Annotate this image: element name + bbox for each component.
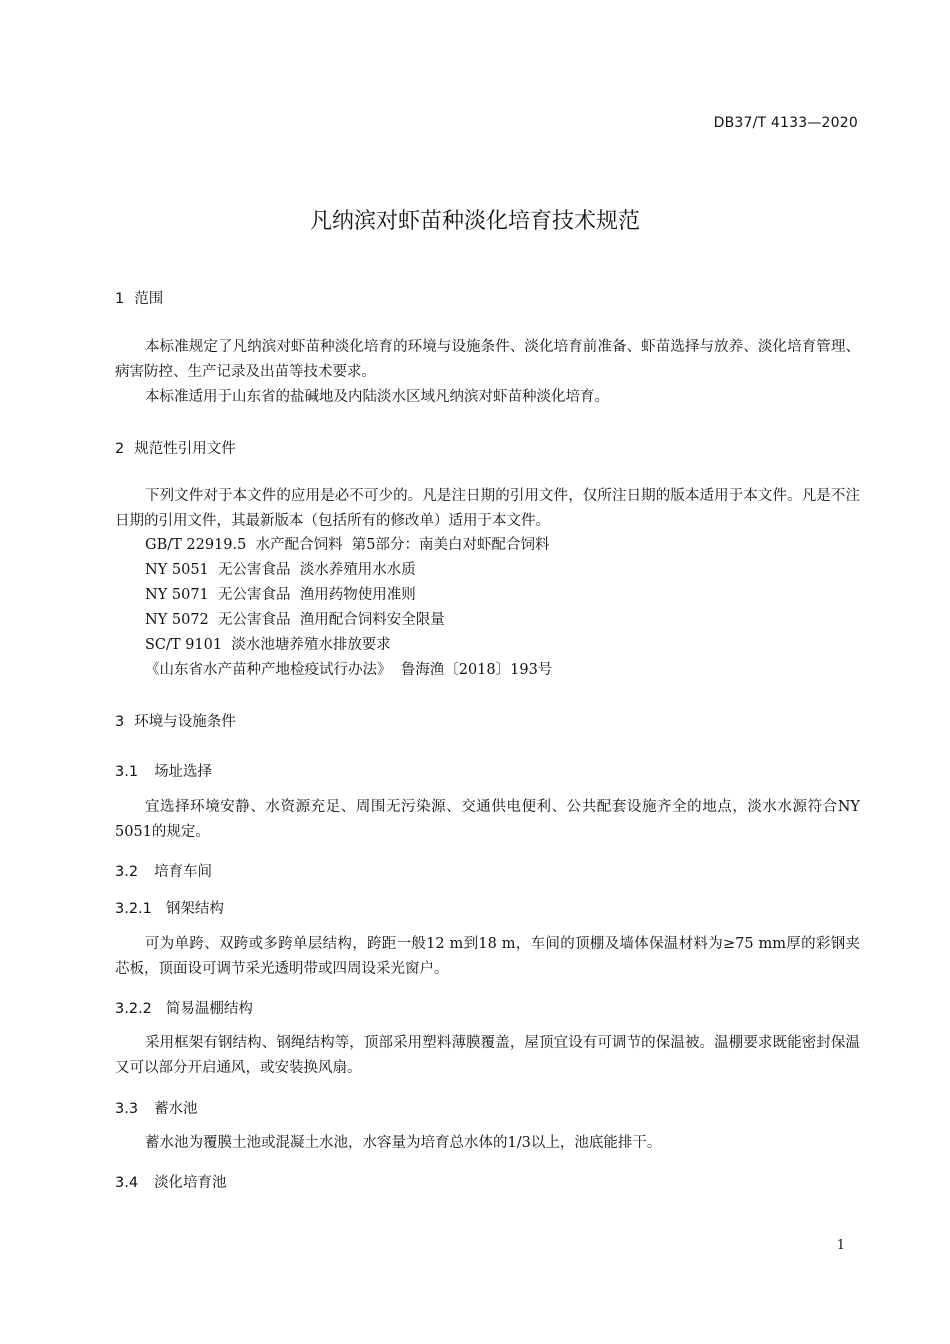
paragraph: 本标准适用于山东省的盐碱地及内陆淡水区域凡纳滨对虾苗种淡化培育。: [145, 389, 609, 405]
paragraph: 下列文件对于本文件的应用是必不可少的。凡是注日期的引用文件，仅所注日期的版本适用于本文件。凡是不注日期的引用文件，其最新版本（包括所有的修改单）适用于本文件。: [115, 488, 860, 529]
subsection-heading-3-3: [115, 1097, 198, 1118]
section-title: 淡化培育池: [154, 1175, 227, 1191]
subsection-heading-3-2-2: [115, 997, 253, 1018]
paragraph: 采用框架有钢结构、钢绳结构等，顶部采用塑料薄膜覆盖，屋顶宜设有可调节的保温被。温棚要求既能密封保温又可以部分开启通风，或安装换风扇。: [115, 1035, 860, 1076]
paragraph: 蓄水池为覆膜土池或混凝土水池，水容量为培育总水体的1/3以上，池底能排干。: [145, 1135, 662, 1151]
paragraph: 宜选择环境安静、水资源充足、周围无污染源、交通供电便利、公共配套设施齐全的地点，淡水水源符合NY 5051的规定。: [115, 799, 860, 840]
reference-item: SC/T 9101 淡水池塘养殖水排放要求: [145, 637, 391, 653]
paragraph: 可为单跨、双跨或多跨单层结构，跨距一般12 m到18 m，车间的顶棚及墙体保温材料为≥75 mm厚的彩钢夹芯板，顶面设可调节采光透明带或四周设采光窗户。: [115, 936, 860, 977]
section-number: 3: [115, 714, 125, 730]
subsection-heading-3-2: [115, 860, 212, 881]
subsection-heading-3-2-1: [115, 897, 224, 918]
section-heading-3: [115, 710, 236, 731]
section-title: 培育车间: [154, 864, 213, 880]
reference-item: GB/T 22919.5 水产配合饲料 第5部分：南美白对虾配合饲料: [145, 537, 550, 553]
reference-item: NY 5071 无公害食品 渔用药物使用准则: [145, 587, 416, 603]
section-number: 3.2.2: [115, 1001, 152, 1017]
reference-item: 《山东省水产苗种产地检疫试行办法》 鲁海渔〔2018〕193号: [145, 662, 553, 678]
section-number: 3.1: [115, 764, 139, 780]
section-title: 规范性引用文件: [134, 441, 236, 457]
section-heading-1: [115, 287, 163, 308]
reference-item: NY 5072 无公害食品 渔用配合饲料安全限量: [145, 612, 445, 628]
document-title: 凡纳滨对虾苗种淡化培育技术规范: [309, 209, 640, 234]
section-title: 蓄水池: [154, 1101, 198, 1117]
section-number: 3.2: [115, 864, 139, 880]
section-title: 场址选择: [154, 764, 213, 780]
section-number: 2: [115, 441, 125, 457]
section-number: 3.3: [115, 1101, 139, 1117]
section-title: 范围: [134, 291, 164, 307]
section-number: 1: [115, 291, 125, 307]
section-number: 3.2.1: [115, 901, 152, 917]
standard-code: DB37/T 4133—2020: [713, 115, 858, 131]
section-number: 3.4: [115, 1175, 139, 1191]
page-number: 1: [836, 1238, 845, 1253]
section-title: 钢架结构: [165, 901, 224, 917]
section-heading-2: [115, 437, 236, 458]
section-title: 简易温棚结构: [165, 1001, 253, 1017]
subsection-heading-3-1: [115, 760, 212, 781]
paragraph: 本标准规定了凡纳滨对虾苗种淡化培育的环境与设施条件、淡化培育前准备、虾苗选择与放养、淡化培育管理、病害防控、生产记录及出苗等技术要求。: [115, 339, 860, 380]
reference-item: NY 5051 无公害食品 淡水养殖用水水质: [145, 562, 416, 578]
subsection-heading-3-4: [115, 1171, 227, 1192]
section-title: 环境与设施条件: [134, 714, 236, 730]
